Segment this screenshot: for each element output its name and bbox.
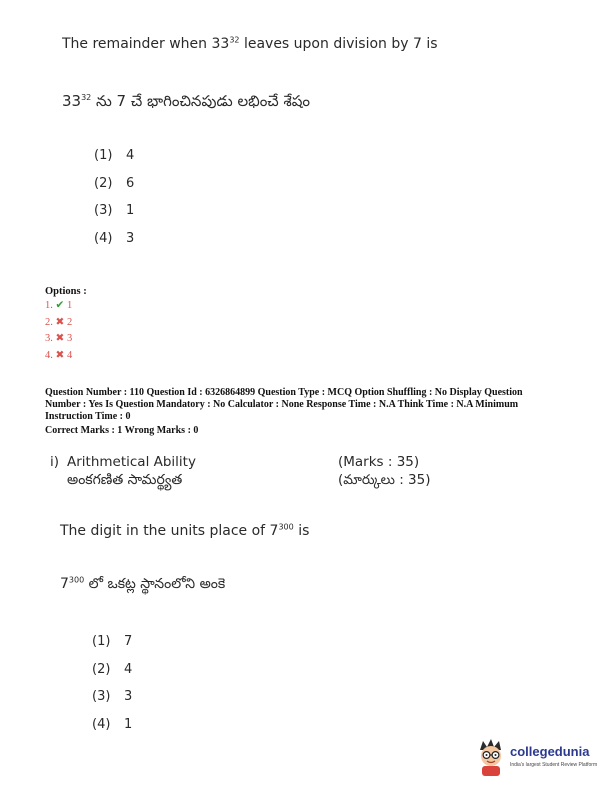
marks-info: Correct Marks : 1 Wrong Marks : 0 — [45, 425, 199, 436]
answer-option-4: 4. ✖ 4 — [45, 349, 73, 361]
q1-option-2: (2) 6 — [94, 176, 135, 191]
question-2-text: The digit in the units place of $7^{300}$ is — [60, 522, 310, 539]
q2-option-3: (3) 3 — [92, 689, 133, 704]
q2-option-4: (4) 1 — [92, 717, 133, 732]
section-label: i) — [50, 454, 60, 470]
collegedunia-logo — [474, 738, 604, 780]
options-heading: Options : — [45, 286, 87, 297]
section-marks-telugu: (మార్కులు : 35) — [338, 472, 431, 488]
brand-tagline: India's largest Student Review Platform — [510, 762, 598, 768]
question-2-telugu: $7^{300}$ లో ఒకట్ల స్థానంలోని అంకె — [60, 575, 226, 592]
q2-option-2: (2) 4 — [92, 662, 133, 677]
answer-options-list — [45, 298, 72, 364]
section-marks: (Marks : 35) — [338, 454, 420, 470]
cross-icon: ✖ — [55, 349, 65, 361]
cross-icon: ✖ — [55, 333, 65, 344]
check-icon: ✔ — [55, 300, 65, 311]
q1-option-1: (1) 4 — [94, 148, 135, 163]
mascot-icon — [474, 738, 508, 776]
question-1-telugu: $33^{32}$ ను 7 చే భాగించినపుడు లభించే శేషం — [62, 92, 311, 110]
section-title-telugu: అంకగణిత సామర్థ్యత — [67, 472, 183, 488]
answer-option-1: 1. ✔ 1 — [45, 300, 73, 311]
q2-option-1: (1) 7 — [92, 634, 133, 649]
answer-option-2: 2. ✖ 2 — [45, 316, 73, 328]
q1-option-3: (3) 1 — [94, 203, 135, 218]
question-meta: Question Number : 110 Question Id : 6326864899 Question Type : MCQ Option Shuffling : No Display Question Number : Yes Is Question Mandatory : No Calculator : None Response Time : N.A Think Time : N.A Minimum Instruction Time : 0 Correct Marks : 1 Wrong Marks : 0 — [45, 387, 585, 437]
cross-icon: ✖ — [55, 316, 65, 328]
brand-name: collegedunia — [510, 744, 590, 759]
q1-option-4: (4) 3 — [94, 231, 135, 246]
answer-option-3: 3. ✖ 3 — [45, 333, 73, 344]
question-1-text: The remainder when $33^{32}$ leaves upon division by 7 is — [62, 35, 438, 52]
section-title: Arithmetical Ability — [67, 454, 196, 470]
